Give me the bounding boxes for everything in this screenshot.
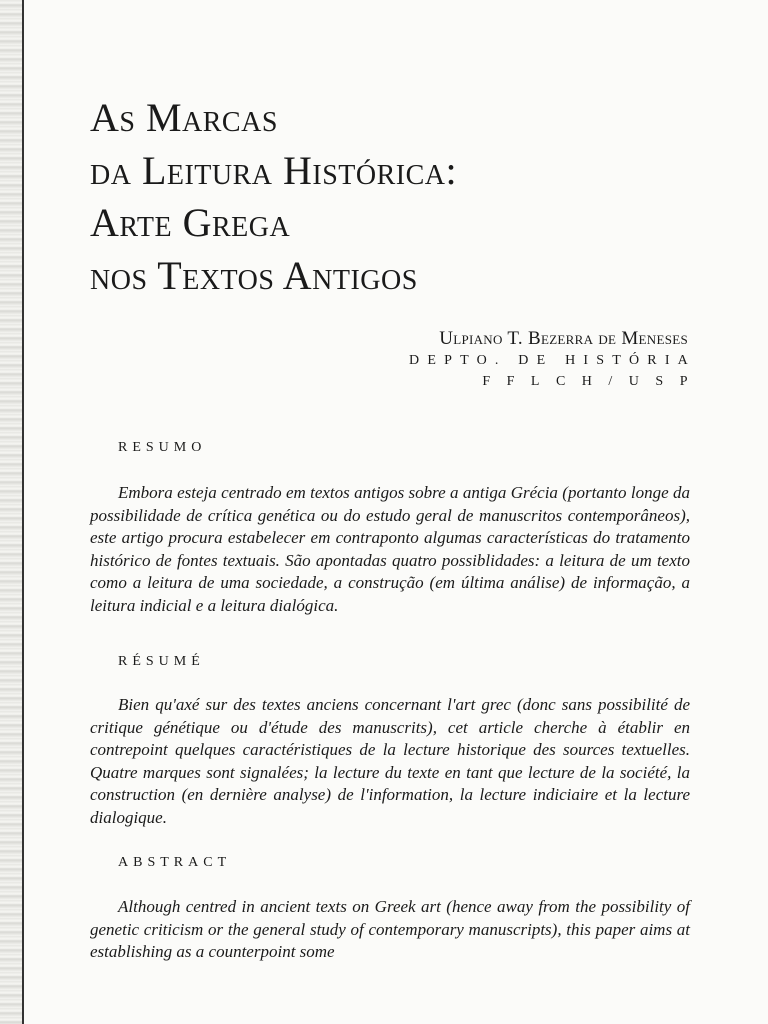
title-line-2: da Leitura Histórica: (90, 147, 458, 193)
abstract-heading: ABSTRACT (118, 855, 232, 870)
author-department: DEPTO. DE HISTÓRIA (409, 353, 696, 368)
author-block (409, 328, 704, 392)
resume-text: Bien qu'axé sur des textes anciens concernant l'art grec (donc sans possibilité de critique génétique ou d'étude des manuscrits), cet article cherche à établir en contrepoint quelques caractéristiques de la lecture historique des sources textuelles. Quatre marques sont signalées; la lecture du texte en tant que lecture de la société, la construction (en dernière analyse) de l'information, la lecture indiciaire et la lecture dialogique. (90, 695, 690, 827)
article-title (90, 92, 457, 302)
abstract-text: Although centred in ancient texts on Greek art (hence away from the possibility of genetic criticism or the general study of contemporary manuscripts), this paper aims at establishing as a counterpoint some (90, 897, 690, 961)
title-line-3: Arte Grega (90, 200, 291, 245)
resumo-heading: RESUMO (118, 440, 207, 455)
page-binding-line (22, 0, 24, 1024)
title-line-1: As Marcas (90, 95, 278, 140)
author-institution: FFLCH/USP (482, 374, 704, 389)
title-line-4: nos Textos Antigos (90, 252, 418, 298)
page-binding-edge (0, 0, 22, 1024)
resume-heading: RÉSUMÉ (118, 654, 205, 669)
resumo-text: Embora esteja centrado em textos antigos sobre a antiga Grécia (portanto longe da possibilidade de crítica genética ou do estudo geral de manuscritos contemporâneos), este artigo procura estabelecer em contraponto algumas características do tratamento histórico de fontes textuais. São apontadas quatro possiblidades: a leitura de um texto como a leitura de uma sociedade, a construção (em última análise) de informação, a leitura indicial e a leitura dialógica. (90, 483, 690, 615)
author-name: Ulpiano T. Bezerra de Meneses (439, 328, 688, 349)
